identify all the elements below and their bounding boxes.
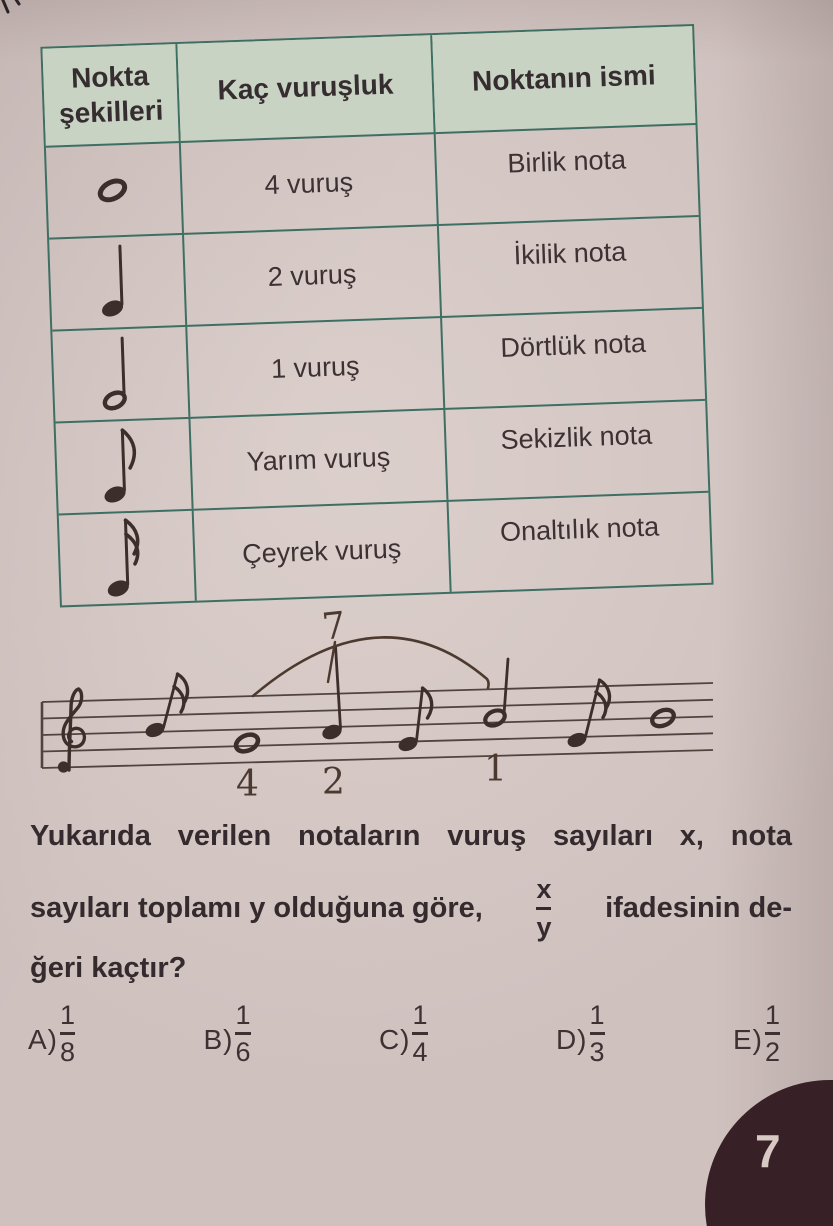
- option-fraction: [60, 1000, 75, 1067]
- half-note-icon: [483, 659, 508, 728]
- table-row-cell: [55, 417, 193, 514]
- fraction-numerator: 1: [764, 1000, 780, 1030]
- fraction-numerator: 1: [412, 1000, 428, 1030]
- question-line-3: ğeri kaçtır?: [30, 952, 187, 984]
- beats-label: 1 vuruş: [270, 350, 360, 384]
- option-fraction: [590, 1000, 605, 1067]
- question-line-2: [30, 863, 792, 953]
- fraction-denominator: 8: [60, 1036, 76, 1067]
- fraction-denominator: 2: [764, 1036, 780, 1067]
- header-label: Kaç vuruşluk: [217, 68, 394, 107]
- option-b: [203, 1000, 250, 1067]
- question-line-2-before: sayıları toplamı y olduğuna göre,: [30, 891, 483, 924]
- fraction-bar: [765, 1032, 780, 1035]
- option-label: E): [732, 1024, 763, 1055]
- page-number-badge: [705, 1080, 833, 1226]
- note-name-label: Dörtlük nota: [499, 327, 647, 363]
- fraction-bar: [235, 1032, 250, 1035]
- table-header-shapes: [42, 44, 180, 146]
- handwritten-arc: [253, 637, 489, 696]
- table-header-name: [432, 26, 695, 132]
- fraction-bar: [60, 1032, 75, 1035]
- table-row-cell: [49, 233, 187, 330]
- music-staff: [25, 600, 725, 805]
- handwritten-1: 1: [484, 749, 507, 790]
- option-a: [28, 1000, 75, 1067]
- option-e: [733, 1000, 780, 1067]
- option-fraction: [412, 1000, 427, 1067]
- whole-note-icon: [80, 145, 147, 235]
- sixteenth-note-icon: [143, 674, 187, 740]
- note-name-label: Sekizlik nota: [500, 419, 653, 455]
- header-label: Nokta şekilleri: [58, 60, 164, 129]
- fraction-numerator: x: [536, 874, 552, 905]
- half-note-icon: [87, 329, 154, 419]
- handwritten-4: 4: [236, 764, 259, 805]
- table-row-cell: [442, 307, 705, 408]
- option-c: [379, 1000, 428, 1067]
- option-label: D): [555, 1024, 588, 1055]
- staff-lines: [42, 683, 713, 768]
- table-row-cell: [190, 408, 448, 509]
- beats-label: Çeyrek vuruş: [241, 533, 402, 569]
- note-name-label: Onaltılık nota: [499, 511, 660, 548]
- table-row-cell: [59, 509, 197, 606]
- table-row-cell: [52, 325, 190, 422]
- handwritten-total: 7: [319, 603, 348, 649]
- option-label: C): [378, 1024, 411, 1055]
- page-number: 7: [755, 1125, 781, 1177]
- corner-pen-mark: [0, 0, 30, 20]
- note-name-label: Birlik nota: [506, 144, 627, 179]
- fraction-numerator: 1: [60, 1000, 76, 1030]
- fraction-denominator: 4: [412, 1036, 428, 1067]
- eighth-note-icon: [396, 688, 431, 754]
- handwritten-2: 2: [322, 762, 345, 803]
- question-fraction: [536, 874, 551, 941]
- fraction-bar: [536, 907, 551, 910]
- option-fraction: [235, 1000, 250, 1067]
- option-label: A): [28, 1024, 58, 1055]
- fraction-denominator: y: [536, 911, 552, 942]
- table-row-cell: [181, 132, 439, 233]
- option-fraction: [765, 1000, 780, 1067]
- beats-label: Yarım vuruş: [246, 441, 391, 477]
- note-name-label: İkilik nota: [513, 236, 627, 271]
- table-row-cell: [194, 500, 452, 601]
- option-label: B): [203, 1024, 234, 1055]
- table-row-cell: [445, 399, 708, 500]
- answer-options: [28, 1000, 780, 1067]
- header-label: Noktanın ismi: [471, 59, 657, 98]
- table-row-cell: [439, 215, 702, 316]
- fraction-denominator: 6: [235, 1036, 251, 1067]
- question-line-2-after: ifadesinin de-: [605, 891, 792, 924]
- table-row-cell: [448, 491, 711, 592]
- beats-label: 4 vuruş: [264, 166, 354, 200]
- fraction-bar: [590, 1032, 605, 1035]
- sixteenth-note-icon: [565, 680, 609, 750]
- fraction-denominator: 3: [589, 1036, 605, 1067]
- table-row-cell: [46, 141, 184, 238]
- table-row-cell: [187, 316, 445, 417]
- whole-note-icon: [233, 731, 260, 754]
- eighth-note-icon: [90, 421, 157, 511]
- note-table: [40, 24, 713, 607]
- fraction-numerator: 1: [589, 1000, 605, 1030]
- option-d: [556, 1000, 605, 1067]
- fraction-numerator: 1: [235, 1000, 251, 1030]
- beats-label: 2 vuruş: [267, 258, 357, 292]
- table-row-cell: [184, 224, 442, 325]
- quarter-note-icon: [84, 237, 151, 327]
- table-row-cell: [436, 123, 699, 224]
- question-line-1: Yukarıda verilen notaların vuruş sayıları x, nota: [30, 820, 792, 852]
- fraction-bar: [412, 1032, 427, 1035]
- table-header-beats: [177, 35, 435, 141]
- sixteenth-note-icon: [93, 513, 160, 603]
